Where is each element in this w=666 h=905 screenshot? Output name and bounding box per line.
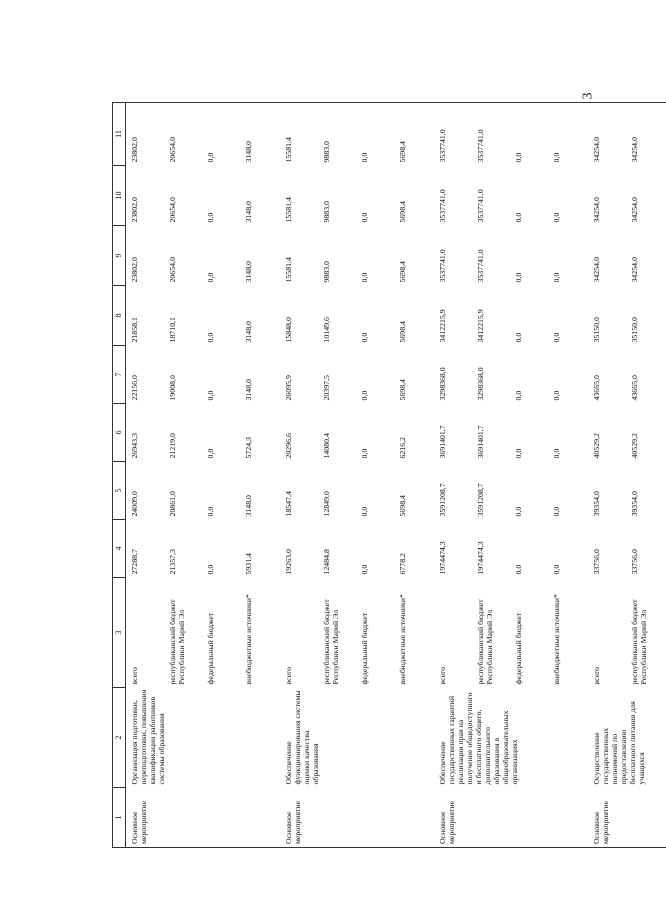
amount-cell: 0,0: [206, 448, 215, 459]
amount-cell: 0,0: [360, 564, 369, 575]
funding-source: федеральный бюджет: [206, 612, 215, 685]
measure-name: Осуществление государственных полномочий по предоставлению бесплатного питания для учащихся: [592, 701, 646, 785]
amount-cell: 20296,6: [284, 433, 293, 459]
amount-cell: 15581,4: [284, 197, 293, 223]
amount-cell: 3298368,0: [438, 367, 447, 401]
funding-source: всего: [438, 666, 447, 685]
amount-cell: 3148,0: [244, 201, 253, 223]
amount-cell: 6216,2: [398, 437, 407, 459]
amount-cell: 0,0: [514, 448, 523, 459]
col-header: 9: [113, 226, 126, 286]
amount-cell: 0,0: [552, 506, 561, 517]
amount-cell: 3148,0: [244, 261, 253, 283]
amount-cell: 0,0: [514, 272, 523, 283]
amount-cell: 27288,7: [130, 549, 139, 575]
amount-cell: 3591208,7: [438, 483, 447, 517]
amount-cell: 40529,2: [592, 433, 601, 459]
amount-cell: 5698,4: [398, 321, 407, 343]
col-header: 1: [113, 788, 126, 848]
col-header: 4: [113, 520, 126, 578]
amount-cell: 0,0: [204, 103, 242, 166]
amount-cell: 0,0: [552, 564, 561, 575]
amount-cell: 12484,8: [322, 549, 331, 575]
funding-source: всего: [284, 666, 293, 685]
amount-cell: 22156,0: [130, 375, 139, 401]
funding-source: республиканский бюджет Республики Марий Эл: [630, 599, 648, 685]
amount-cell: 0,0: [206, 390, 215, 401]
amount-cell: 9883,0: [320, 103, 358, 166]
amount-cell: 34254,0: [588, 103, 628, 166]
amount-cell: 34254,0: [630, 257, 639, 283]
amount-cell: 39354,0: [630, 491, 639, 517]
amount-cell: 3537741,0: [476, 189, 485, 223]
measure-name: Обеспечение государственных гарантий реализации прав на получение общедоступного и бесплатного общего, дополнительного образования в общеобразовательных организациях: [438, 692, 519, 785]
amount-cell: 3591208,7: [476, 483, 485, 517]
amount-cell: 19008,0: [168, 375, 177, 401]
amount-cell: 0,0: [360, 506, 369, 517]
amount-cell: 5698,4: [398, 379, 407, 401]
amount-cell: 35150,0: [592, 317, 601, 343]
funding-source: республиканский бюджет Республики Марий Эл: [476, 599, 494, 685]
amount-cell: 0,0: [360, 272, 369, 283]
amount-cell: 20654,0: [168, 257, 177, 283]
amount-cell: 0,0: [206, 272, 215, 283]
amount-cell: 21357,3: [168, 549, 177, 575]
amount-cell: 26943,3: [130, 433, 139, 459]
amount-cell: 23802,0: [130, 197, 139, 223]
amount-cell: 9883,0: [322, 261, 331, 283]
funding-source: республиканский бюджет Республики Марий Эл: [322, 599, 340, 685]
amount-cell: 3537741,0: [474, 103, 512, 166]
col-header: 6: [113, 404, 126, 462]
amount-cell: 15581,4: [284, 257, 293, 283]
amount-cell: 3148,0: [244, 379, 253, 401]
measure-name: Обеспечение функционирования системы оценки качества образования: [284, 690, 320, 785]
amount-cell: 14080,4: [322, 433, 331, 459]
amount-cell: 23802,0: [130, 257, 139, 283]
amount-cell: 21219,0: [168, 433, 177, 459]
amount-cell: 39354,0: [592, 491, 601, 517]
col-header: 3: [113, 578, 126, 688]
funding-source: федеральный бюджет: [514, 612, 523, 685]
amount-cell: 3148,0: [242, 103, 280, 166]
amount-cell: 26095,9: [284, 375, 293, 401]
col-header: 5: [113, 462, 126, 520]
amount-cell: 0,0: [514, 212, 523, 223]
funding-source: внебюджетные источники*: [552, 594, 561, 685]
amount-cell: 5698,4: [398, 495, 407, 517]
funding-source: внебюджетные источники*: [244, 594, 253, 685]
amount-cell: 0,0: [552, 448, 561, 459]
amount-cell: 34254,0: [592, 257, 601, 283]
amount-cell: 5698,4: [396, 103, 434, 166]
amount-cell: 0,0: [550, 103, 588, 166]
amount-cell: 3537741,0: [438, 189, 447, 223]
measure-type: Основное мероприятие: [588, 788, 666, 848]
amount-cell: 0,0: [206, 506, 215, 517]
amount-cell: 0,0: [514, 390, 523, 401]
amount-cell: 12849,0: [322, 491, 331, 517]
amount-cell: 0,0: [552, 272, 561, 283]
amount-cell: 15581,4: [280, 103, 320, 166]
measure-name: Организация подготовки, переподготовки, повышения квалификации работников системы образования: [130, 689, 166, 785]
amount-cell: 5698,4: [398, 201, 407, 223]
amount-cell: 15848,0: [284, 317, 293, 343]
amount-cell: 20654,0: [168, 197, 177, 223]
table-row: [280, 103, 320, 848]
amount-cell: 20397,5: [322, 375, 331, 401]
amount-cell: 33756,0: [592, 549, 601, 575]
amount-cell: 24009,0: [130, 491, 139, 517]
funding-source: республиканский бюджет Республики Марий Эл: [168, 599, 186, 685]
amount-cell: 0,0: [552, 212, 561, 223]
amount-cell: 23802,0: [126, 103, 167, 166]
funding-source: всего: [130, 666, 139, 685]
budget-table: [112, 102, 666, 848]
page-number: 3: [580, 92, 596, 100]
amount-cell: 34254,0: [628, 103, 666, 166]
amount-cell: 0,0: [514, 564, 523, 575]
amount-cell: 1974474,3: [438, 541, 447, 575]
amount-cell: 0,0: [512, 103, 550, 166]
amount-cell: 3537741,0: [434, 103, 474, 166]
amount-cell: 0,0: [360, 212, 369, 223]
funding-source: всего: [592, 666, 601, 685]
amount-cell: 0,0: [360, 448, 369, 459]
amount-cell: 3691401,7: [438, 425, 447, 459]
amount-cell: 33756,0: [630, 549, 639, 575]
table-row: [434, 103, 474, 848]
amount-cell: 43665,0: [630, 375, 639, 401]
amount-cell: 0,0: [360, 332, 369, 343]
col-header: 2: [113, 688, 126, 788]
col-header: 8: [113, 286, 126, 346]
amount-cell: 5724,3: [244, 437, 253, 459]
amount-cell: 3691401,7: [476, 425, 485, 459]
amount-cell: 18547,4: [284, 491, 293, 517]
amount-cell: 0,0: [206, 332, 215, 343]
amount-cell: 3412215,9: [476, 309, 485, 343]
amount-cell: 43665,0: [592, 375, 601, 401]
col-header: 11: [113, 103, 126, 166]
amount-cell: 0,0: [514, 506, 523, 517]
amount-cell: 21858,1: [130, 317, 139, 343]
amount-cell: 3537741,0: [476, 249, 485, 283]
amount-cell: 0,0: [552, 390, 561, 401]
table-row: [126, 103, 167, 848]
amount-cell: 19263,0: [284, 549, 293, 575]
amount-cell: 0,0: [552, 332, 561, 343]
measure-type: Основное мероприятие: [280, 788, 434, 848]
amount-cell: 0,0: [360, 390, 369, 401]
amount-cell: 20654,0: [166, 103, 204, 166]
col-header: 7: [113, 346, 126, 404]
table-body: [126, 103, 666, 848]
rotated-table-page: [112, 103, 648, 848]
amount-cell: 5931,4: [244, 553, 253, 575]
amount-cell: 10149,6: [322, 317, 331, 343]
amount-cell: 0,0: [206, 212, 215, 223]
amount-cell: 40529,2: [630, 433, 639, 459]
measure-type: Основное мероприятие: [434, 788, 588, 848]
amount-cell: 3537741,0: [438, 249, 447, 283]
funding-source: внебюджетные источники*: [398, 594, 407, 685]
amount-cell: 34254,0: [630, 197, 639, 223]
amount-cell: 35150,0: [630, 317, 639, 343]
amount-cell: 9883,0: [322, 201, 331, 223]
header-row: [113, 103, 126, 848]
amount-cell: 3148,0: [244, 321, 253, 343]
col-header: 10: [113, 166, 126, 226]
amount-cell: 18710,1: [168, 317, 177, 343]
funding-source: федеральный бюджет: [360, 612, 369, 685]
table-row: [588, 103, 628, 848]
amount-cell: 0,0: [206, 564, 215, 575]
amount-cell: 20861,0: [168, 491, 177, 517]
measure-type: Основное мероприятие: [126, 788, 281, 848]
amount-cell: 1974474,3: [476, 541, 485, 575]
amount-cell: 3298368,0: [476, 367, 485, 401]
amount-cell: 34254,0: [592, 197, 601, 223]
amount-cell: 3148,0: [244, 495, 253, 517]
amount-cell: 6778,2: [398, 553, 407, 575]
amount-cell: 0,0: [514, 332, 523, 343]
amount-cell: 3412215,9: [438, 309, 447, 343]
amount-cell: 0,0: [358, 103, 396, 166]
amount-cell: 5698,4: [398, 261, 407, 283]
